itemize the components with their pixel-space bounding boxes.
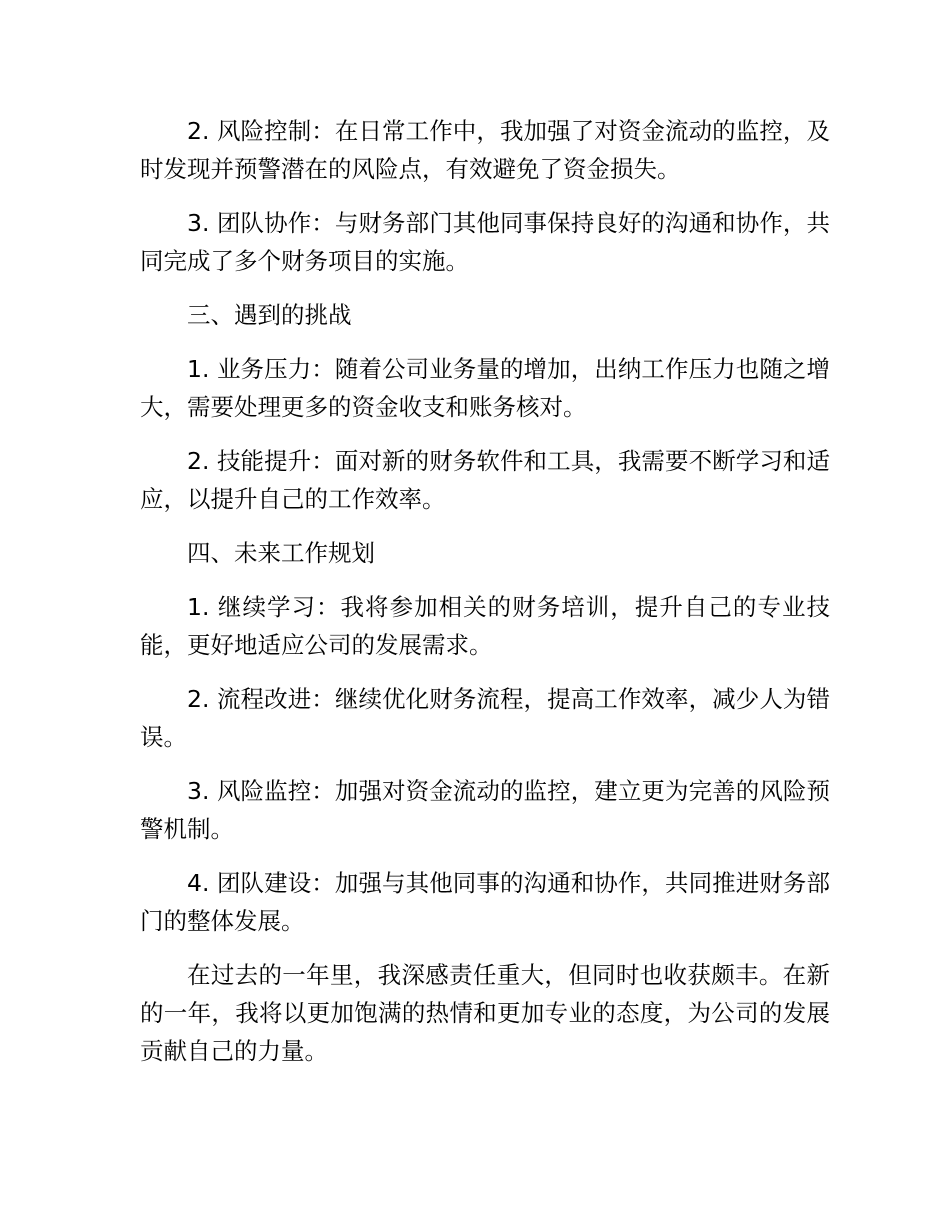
paragraph-conclusion: 在过去的一年里，我深感责任重大，但同时也收获颇丰。在新的一年，我将以更加饱满的热情和更加专业的态度，为公司的发展贡献自己的力量。 (140, 961, 830, 1065)
document-body (140, 112, 830, 1086)
section-heading-challenges: 三、遇到的挑战 (187, 301, 352, 329)
paragraph-team-collaboration: 3. 团队协作：与财务部门其他同事保持良好的沟通和协作，共同完成了多个财务项目的实施。 (140, 209, 830, 275)
paragraph-risk-control: 2. 风险控制：在日常工作中，我加强了对资金流动的监控，及时发现并预警潜在的风险点，有效避免了资金损失。 (140, 117, 830, 183)
paragraph-process-improvement: 2. 流程改进：继续优化财务流程，提高工作效率，减少人为错误。 (140, 685, 830, 751)
paragraph-team-building: 4. 团队建设：加强与其他同事的沟通和协作，共同推进财务部门的整体发展。 (140, 869, 830, 935)
paragraph-risk-monitoring: 3. 风险监控：加强对资金流动的监控，建立更为完善的风险预警机制。 (140, 777, 830, 843)
section-heading-future-plan: 四、未来工作规划 (187, 539, 375, 567)
paragraph-business-pressure: 1. 业务压力：随着公司业务量的增加，出纳工作压力也随之增大，需要处理更多的资金收支和账务核对。 (140, 355, 830, 421)
paragraph-skill-improvement: 2. 技能提升：面对新的财务软件和工具，我需要不断学习和适应，以提升自己的工作效率。 (140, 447, 830, 513)
paragraph-continued-learning: 1. 继续学习：我将参加相关的财务培训，提升自己的专业技能，更好地适应公司的发展需求。 (140, 593, 830, 659)
